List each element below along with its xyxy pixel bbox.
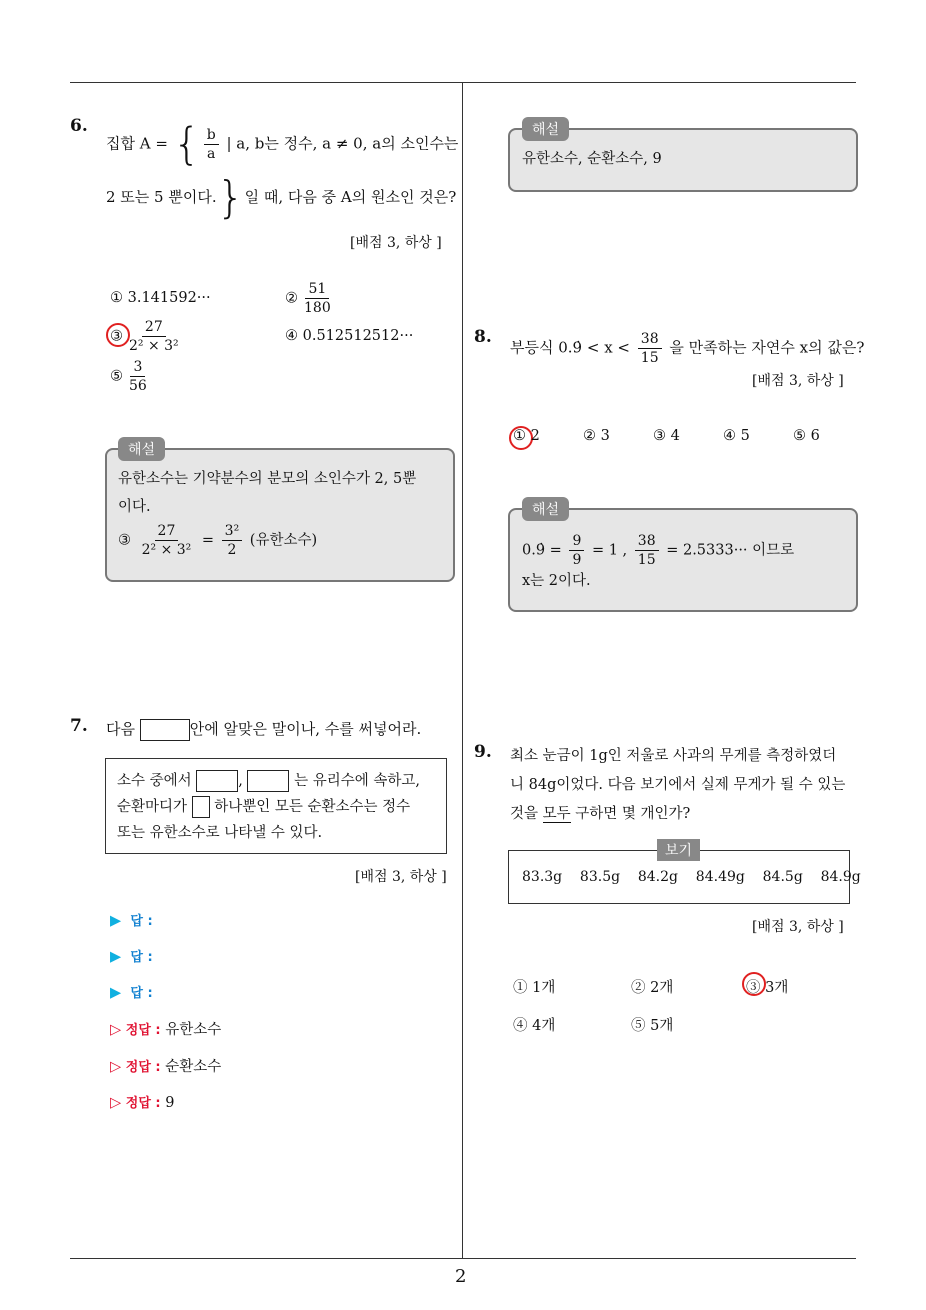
blank-box-2[interactable] <box>247 770 289 792</box>
question-6-line2: 2 또는 5 뿐이다.}일 때, 다음 중 A의 원소인 것은? <box>106 172 457 223</box>
q8-solution-line2: x는 2이다. <box>522 573 591 589</box>
question-7-line1: 다음 안에 알맞은 말이나, 수를 써넣어라. <box>106 714 421 744</box>
question-9-number: 9. <box>474 742 492 762</box>
fraction-b-over-a: $\frac{b}{a}$ <box>204 126 219 163</box>
top-rule <box>70 82 856 83</box>
bottom-rule <box>70 1258 856 1259</box>
column-divider <box>462 82 463 1258</box>
q8-option-2[interactable]: ② 3 <box>583 428 610 444</box>
q9-example-values: 83.3g 83.5g 84.2g 84.49g 84.5g 84.9g <box>522 869 861 885</box>
question-6-score: [배점 3, 하상 ] <box>350 235 442 251</box>
q6-option-5[interactable]: ⑤ $\frac{3}{56}$ <box>110 359 147 394</box>
q8-option-4[interactable]: ④ 5 <box>723 428 750 444</box>
question-7-number: 7. <box>70 716 88 736</box>
q6-option-2[interactable]: ② $\frac{51}{180}$ <box>285 281 331 316</box>
question-6-number: 6. <box>70 116 88 136</box>
page-number: 2 <box>455 1266 467 1287</box>
q8-solution-line1: 0.9̇ = $\frac{9}{9}$ = 1 , $\frac{38}{15}$ = 2.5333··· 이므로 <box>522 533 795 568</box>
q8-option-1[interactable]: ① 2 <box>513 428 540 444</box>
q7-solution-tag: 해설 <box>522 117 569 141</box>
q9-example-tag: 보기 <box>657 839 700 861</box>
q7-solution-body: 유한소수, 순환소수, 9 <box>522 151 662 167</box>
question-8-score: [배점 3, 하상 ] <box>752 373 844 389</box>
q6-option-1[interactable]: ① 3.141592··· <box>110 290 211 306</box>
q7-box-line1: 소수 중에서 , 는 유리수에 속하고, <box>117 766 420 796</box>
question-7-score: [배점 3, 하상 ] <box>355 869 447 885</box>
q6-solution-line3: ③ $\frac{27}{\text{2² × 3²}}$ = $\frac{\text{3²}}{2}$ (유한소수) <box>118 523 318 558</box>
answer-field-2[interactable]: ▶ 답 : <box>110 949 153 965</box>
q9-option-2[interactable]: ② 2개 <box>631 980 674 996</box>
correct-answer-3: ▷ 정답 : 9 <box>110 1095 175 1111</box>
question-9-line2: 니 84g이었다. 다음 보기에서 실제 무게가 될 수 있는 <box>510 777 846 793</box>
q8-solution-tag: 해설 <box>522 497 569 521</box>
q9-option-5[interactable]: ⑤ 5개 <box>631 1018 674 1034</box>
answer-field-3[interactable]: ▶ 답 : <box>110 985 153 1001</box>
question-9-score: [배점 3, 하상 ] <box>752 919 844 935</box>
answer-field-1[interactable]: ▶ 답 : <box>110 913 153 929</box>
blank-box-3[interactable] <box>192 796 210 818</box>
q6-solution-line2: 이다. <box>118 499 151 515</box>
q6-solution-tag: 해설 <box>118 437 165 461</box>
q9-option-1[interactable]: ① 1개 <box>513 980 556 996</box>
q6-solution-line1: 유한소수는 기약분수의 분모의 소인수가 2, 5뿐 <box>118 471 417 487</box>
blank-box-1[interactable] <box>196 770 238 792</box>
question-9-line3: 것을 모두 구하면 몇 개인가? <box>510 806 691 822</box>
q7-box-line3: 또는 유한소수로 나타낼 수 있다. <box>117 825 323 841</box>
question-8-number: 8. <box>474 327 492 347</box>
question-6-line1: 집합 A = { $\frac{b}{a}$ | a, b는 정수, a ≠ 0, a의 소인수는 <box>106 118 459 170</box>
q6-option-3[interactable]: ③ $\frac{27}{\text{2² × 3²}}$ <box>110 319 179 354</box>
correct-answer-2: ▷ 정답 : 순환소수 <box>110 1059 222 1075</box>
correct-answer-1: ▷ 정답 : 유한소수 <box>110 1022 222 1038</box>
q9-option-4[interactable]: ④ 4개 <box>513 1018 556 1034</box>
blank-box <box>140 719 190 741</box>
q6-option-4[interactable]: ④ 0.512512512··· <box>285 328 414 344</box>
question-9-line1: 최소 눈금이 1g인 저울로 사과의 무게를 측정하였더 <box>510 748 837 764</box>
q7-box-line2: 순환마디가 하나뿐인 모든 순환소수는 정수 <box>117 792 410 822</box>
question-8-line1: 부등식 0.9̇ < x < $\frac{38}{15}$ 을 만족하는 자연수 x의 값은? <box>510 331 865 366</box>
q9-option-3[interactable]: ③ 3개 <box>746 980 789 996</box>
q8-option-3[interactable]: ③ 4 <box>653 428 680 444</box>
q8-option-5[interactable]: ⑤ 6 <box>793 428 820 444</box>
